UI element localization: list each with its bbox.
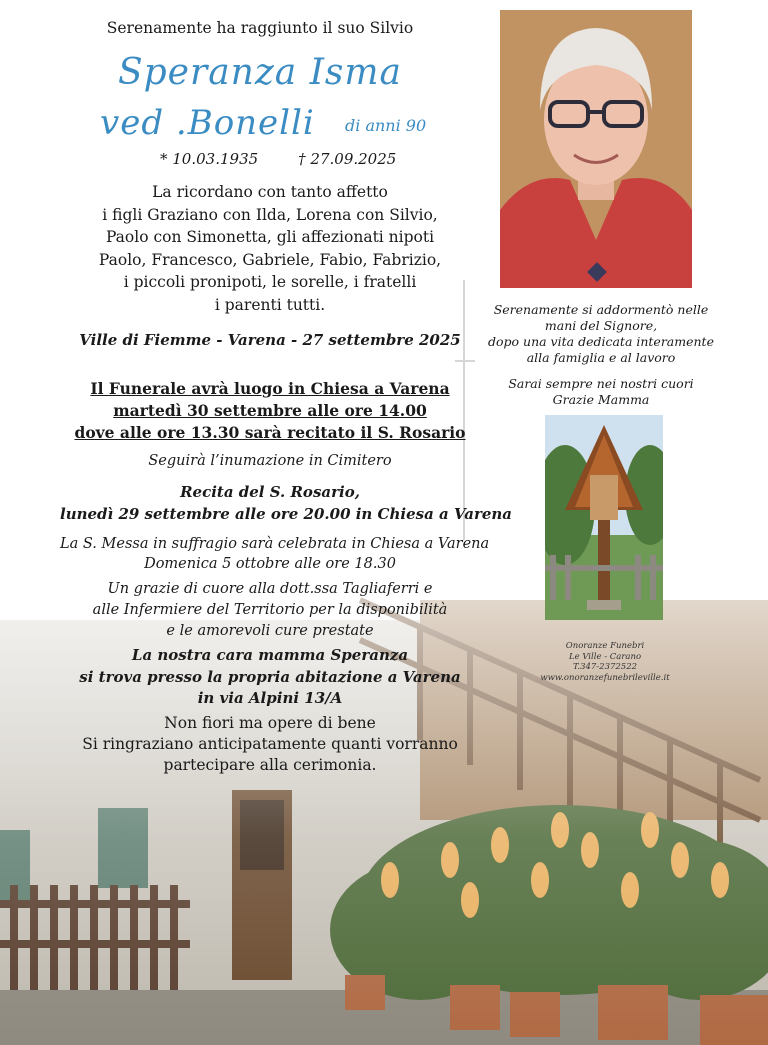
death-date: † 27.09.2025 [298,150,397,168]
portrait-photo [500,10,692,288]
thanks-line: Un grazie di cuore alla dott.ssa Tagliaferri e [107,581,433,597]
thanks-line: e le amorevoli cure prestate [166,623,374,639]
mass-info [60,534,490,574]
funeral-line: martedì 30 settembre alle ore 14.00 [113,401,427,420]
mass-line: Domenica 5 ottobre alle ore 18.30 [144,556,396,572]
mourners-line: i parenti tutti. [214,295,326,314]
mass-line: La S. Messa in suffragio sarà celebrata in Chiesa a Varena [60,536,490,552]
dedication-line: Grazie Mamma [552,392,650,407]
funeral-line: dove alle ore 13.30 sarà recitato il S. Rosario [74,423,466,442]
closing-line: Non fiori ma opere di bene [164,714,376,732]
deceased-name: Speranza Isma [117,52,403,93]
married-name: ved .Bonelli [100,103,315,143]
mourners-text [70,181,470,316]
quote-line: Serenamente si addormentò nelle [493,302,709,317]
thanks-line: alle Infermiere del Territorio per la disponibilità [92,602,448,618]
agency-line: Le Ville - Carano [568,651,642,662]
quote-line: dopo una vita dedicata interamente [488,334,714,349]
funeral-line: Il Funerale avrà luogo in Chiesa a Varena [90,379,450,398]
mourners-line: Paolo con Simonetta, gli affezionati nipoti [105,228,435,246]
mourners-line: La ricordano con tanto affetto [152,183,388,201]
mourners-line: i figli Graziano con Ilda, Lorena con Silvio, [102,205,438,224]
home-line: in via Alpini 13/A [197,689,343,707]
thanks-text [60,579,480,642]
home-line: La nostra cara mamma Speranza [131,646,409,664]
quote-line: alla famiglia e al lavoro [526,350,676,365]
age: di anni 90 [345,116,427,135]
closing-line: Si ringraziano anticipatamente quanti vorranno [82,735,458,753]
dedication-text [476,376,726,408]
birth-date: * 10.03.1935 [160,150,259,168]
quote-line: mani del Signore, [544,318,658,333]
agency-phone: T.347-2372522 [572,662,638,672]
rosary-line: lunedì 29 settembre alle ore 20.00 in Chiesa a Varena [60,505,513,523]
dedication-line: Sarai sempre nei nostri cuori [508,376,694,391]
burial-info: Seguirà l’inumazione in Cimitero [148,453,392,469]
place-date: Ville di Fiemme - Varena - 27 settembre 2025 [79,331,461,349]
mourners-line: Paolo, Francesco, Gabriele, Fabio, Fabrizio, [98,250,442,269]
agency-website: www.onoranzefunebrileville.it [540,672,670,683]
rosary-line: Recita del S. Rosario, [180,483,360,501]
closing-line: partecipare alla cerimonia. [163,756,377,774]
quote-text [476,302,726,366]
mourners-line: i piccoli pronipoti, le sorelle, i fratelli [123,273,417,291]
home-line: si trova presso la propria abitazione a Varena [79,667,461,686]
funeral-info [70,378,470,444]
rosary-info [60,481,513,525]
intro-line: Serenamente ha raggiunto il suo Silvio [106,19,414,37]
home-info [60,645,480,710]
wayside-shrine-photo [545,415,663,620]
funeral-agency [530,641,680,683]
agency-line: Onoranze Funebri [565,641,645,651]
closing-text [60,713,480,776]
dates [160,150,396,168]
